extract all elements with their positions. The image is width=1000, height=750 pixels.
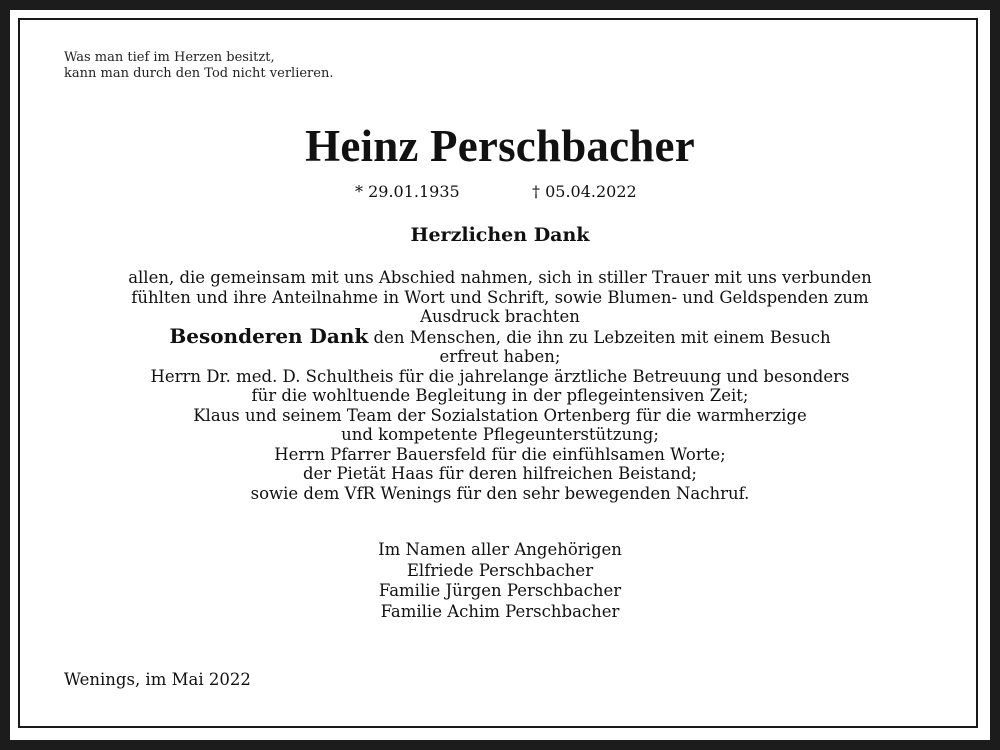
text-line: fühlten und ihre Anteilnahme in Wort und Schrift, sowie Blumen- und Geldspenden zum [131,287,869,307]
signoff-line: Familie Jürgen Perschbacher [378,581,622,600]
obituary-card [10,10,990,740]
text-line: erfreut haben; [439,347,561,366]
text-line: Ausdruck brachten [420,307,580,326]
special-thanks-text: den Menschen, die ihn zu Lebzeiten mit einem Besuch [373,327,831,347]
text-line: Herrn Dr. med. D. Schultheis für die jahrelange ärztliche Betreuung und besonders [150,366,850,386]
thanks-text [40,268,960,503]
thanks-heading: Herzlichen Dank [410,224,590,246]
text-line: Herrn Pfarrer Bauersfeld für die einfühlsamen Worte; [274,444,726,464]
death-date: † 05.04.2022 [532,182,637,201]
text-line: allen, die gemeinsam mit uns Abschied nahmen, sich in stiller Trauer mit uns verbunden [128,268,872,287]
motto-line-1: Was man tief im Herzen besitzt, [64,50,275,65]
motto-line-2: kann man durch den Tod nicht verlieren. [64,66,334,81]
special-thanks-line [40,323,960,348]
deceased-name: Heinz Perschbacher [305,121,695,171]
text-line: der Pietät Haas für deren hilfreichen Beistand; [302,464,697,483]
signoff-line: Elfriede Perschbacher [406,560,594,580]
text-line: für die wohltuende Begleitung in der pflegeintensiven Zeit; [251,386,749,405]
birth-date: * 29.01.1935 [355,182,460,201]
special-thanks-label: Besonderen Dank [169,323,369,348]
text-line: Klaus und seinem Team der Sozialstation Ortenberg für die warmherzige [193,405,807,425]
text-line: sowie dem VfR Wenings für den sehr bewegenden Nachruf. [250,483,750,503]
text-line: und kompetente Pflegeunterstützung; [341,425,659,444]
motto-quote [64,50,333,82]
signoff-line: Im Namen aller Angehörigen [378,540,622,559]
signoff-block [10,540,990,622]
place-and-date: Wenings, im Mai 2022 [64,670,251,689]
signoff-line: Familie Achim Perschbacher [380,601,620,621]
